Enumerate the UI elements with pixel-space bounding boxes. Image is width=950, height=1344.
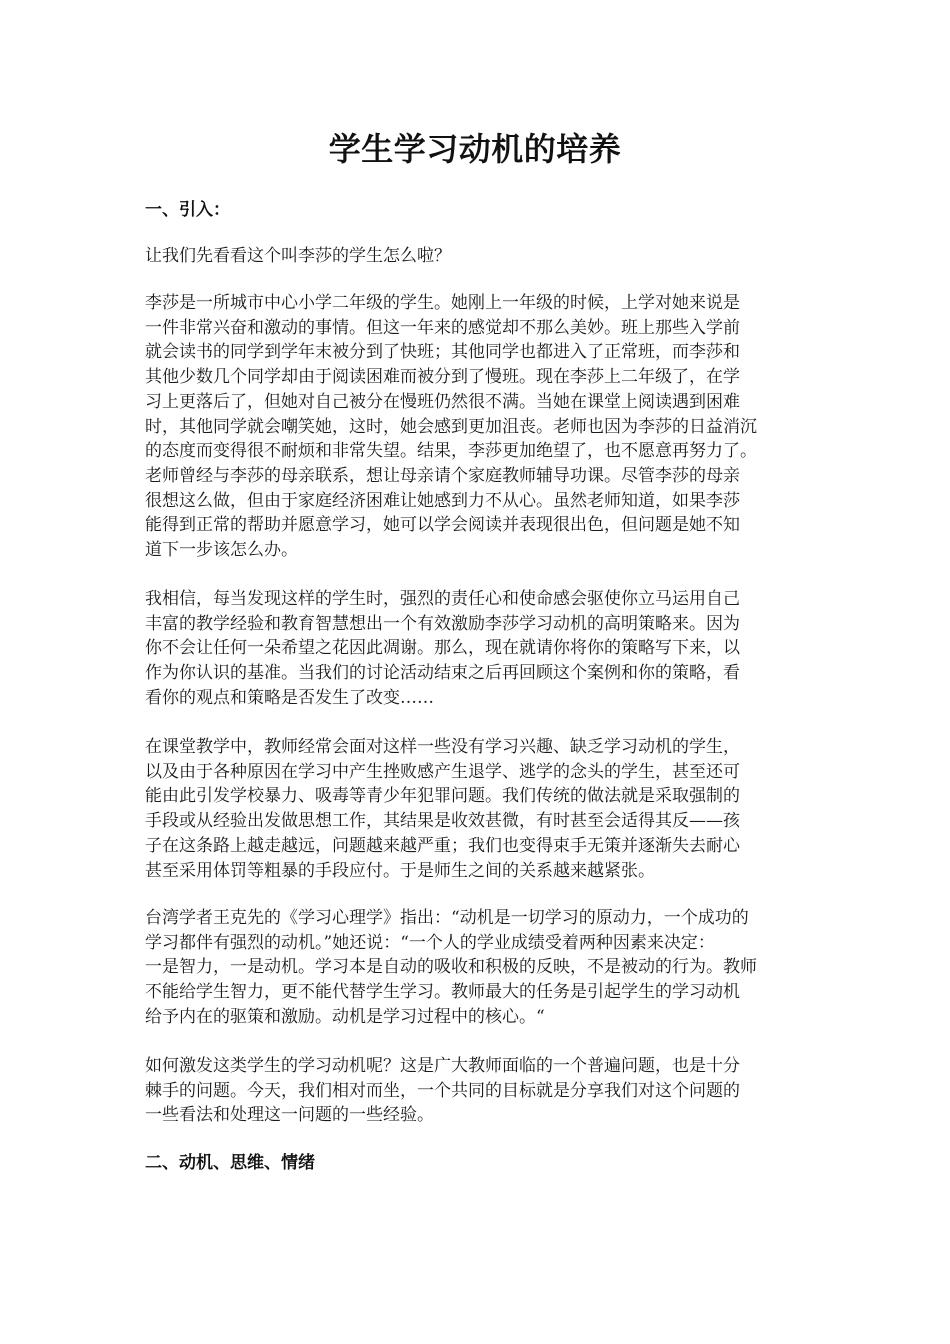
paragraph-strategy-prompt bbox=[145, 587, 807, 711]
text-line: 的态度而变得很不耐烦和非常失望。结果，李莎更加绝望了，也不愿意再努力了。 bbox=[145, 441, 757, 462]
text-line: 子在这条路上越走越远，问题越来越严重；我们也变得束手无策并逐渐失去耐心 bbox=[145, 835, 740, 856]
paragraph-quote bbox=[145, 906, 807, 1030]
section-heading-introduction: 一、引入： bbox=[145, 200, 230, 220]
text-line: 看你的观点和策略是否发生了改变…… bbox=[145, 687, 434, 708]
text-line: 能得到正常的帮助并愿意学习，她可以学会阅读并表现很出色，但问题是她不知 bbox=[145, 515, 740, 536]
document-title: 学生学习动机的培养 bbox=[328, 130, 622, 168]
section-heading-motivation: 二、动机、思维、情绪 bbox=[145, 1153, 315, 1173]
text-line: 棘手的问题。今天，我们相对而坐，一个共同的目标就是分享我们对这个问题的 bbox=[145, 1080, 740, 1101]
text-line: 让我们先看看这个叫李莎的学生怎么啦？ bbox=[145, 246, 451, 266]
text-line: 作为你认识的基准。当我们的讨论活动结束之后再回顾这个案例和你的策略，看 bbox=[145, 663, 740, 684]
text-line: 就会读书的同学到学年末被分到了快班；其他同学也都进入了正常班，而李莎和 bbox=[145, 342, 740, 363]
text-line: 如何激发这类学生的学习动机呢？这是广大教师面临的一个普遍问题，也是十分 bbox=[145, 1056, 740, 1076]
text-line: 很想这么做，但由于家庭经济困难让她感到力不从心。虽然老师知道，如果李莎 bbox=[145, 490, 740, 511]
text-line: 能由此引发学校暴力、吸毒等青少年犯罪问题。我们传统的做法就是采取强制的 bbox=[145, 786, 740, 807]
text-line: 李莎是一所城市中心小学二年级的学生。她刚上一年级的时候，上学对她来说是 bbox=[145, 293, 740, 313]
text-line: 甚至采用体罚等粗暴的手段应付。于是师生之间的关系越来越紧张。 bbox=[145, 860, 655, 881]
text-line: 时，其他同学就会嘲笑她，这时，她会感到更加沮丧。老师也因为李莎的日益消沉 bbox=[145, 416, 757, 437]
text-line: 老师曾经与李莎的母亲联系，想让母亲请个家庭教师辅导功课。尽管李莎的母亲 bbox=[145, 465, 740, 486]
text-line: 不能给学生智力，更不能代替学生学习。教师最大的任务是引起学生的学习动机 bbox=[145, 982, 740, 1003]
text-line: 台湾学者王克先的《学习心理学》指出：“动机是一切学习的原动力，一个成功的 bbox=[145, 908, 749, 928]
text-line: 丰富的教学经验和教育智慧想出一个有效激励李莎学习动机的高明策略来。因为 bbox=[145, 613, 740, 634]
text-line: 一是智力，一是动机。学习本是自动的吸收和积极的反映，不是被动的行为。教师 bbox=[145, 957, 757, 978]
text-line: 一件非常兴奋和激动的事情。但这一年来的感觉却不那么美妙。班上那些入学前 bbox=[145, 317, 740, 338]
text-line: 学习都伴有强烈的动机。”她还说：“一个人的学业成绩受着两种因素来决定： bbox=[145, 932, 715, 953]
paragraph-intro-question bbox=[145, 244, 807, 269]
text-line: 道下一步该怎么办。 bbox=[145, 540, 298, 561]
text-line: 在课堂教学中，教师经常会面对这样一些没有学习兴趣、缺乏学习动机的学生， bbox=[145, 737, 740, 757]
text-line: 以及由于各种原因在学习中产生挫败感产生退学、逃学的念头的学生，甚至还可 bbox=[145, 761, 740, 782]
paragraph-classroom-problem bbox=[145, 735, 807, 883]
text-line: 习上更落后了，但她对自己被分在慢班仍然很不满。当她在课堂上阅读遇到困难 bbox=[145, 391, 740, 412]
text-line: 我相信，每当发现这样的学生时，强烈的责任心和使命感会驱使你立马运用自己 bbox=[145, 589, 740, 609]
paragraph-lisha-case bbox=[145, 291, 807, 563]
text-line: 一些看法和处理这一问题的一些经验。 bbox=[145, 1105, 434, 1126]
text-line: 你不会让任何一朵希望之花因此凋谢。那么，现在就请你将你的策略写下来，以 bbox=[145, 638, 740, 659]
paragraph-question bbox=[145, 1054, 807, 1128]
text-line: 给予内在的驱策和激励。动机是学习过程中的核心。“ bbox=[145, 1006, 545, 1027]
text-line: 手段或从经验出发做思想工作，其结果是收效甚微，有时甚至会适得其反——孩 bbox=[145, 811, 740, 832]
text-line: 其他少数几个同学却由于阅读困难而被分到了慢班。现在李莎上二年级了，在学 bbox=[145, 367, 740, 388]
